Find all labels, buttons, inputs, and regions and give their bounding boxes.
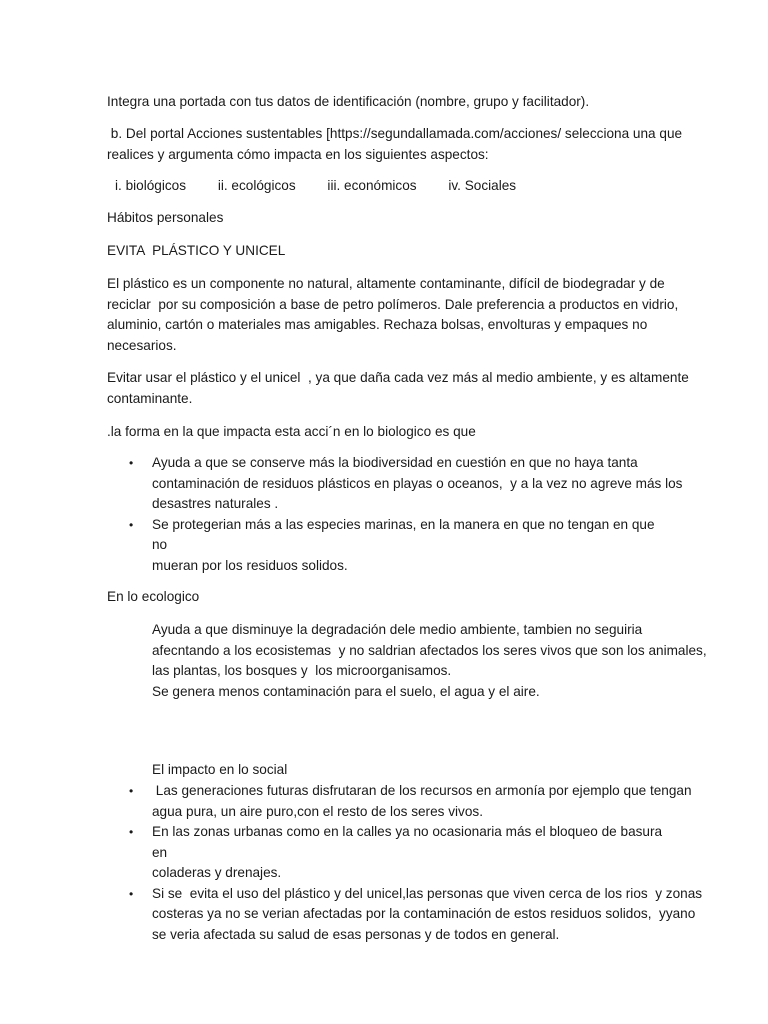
bio-bullet-list (0, 453, 768, 576)
aspect-item: iv. Sociales (448, 178, 517, 193)
aspects-list (107, 176, 627, 197)
paragraph-line: contaminante. (107, 390, 193, 406)
paragraph-line: Evitar usar el plástico y el unicel , ya que daña cada vez más al medio ambiente, y es altamente (107, 370, 689, 385)
social-bullet-list (0, 781, 768, 945)
list-item: • Ayuda a que se conserve más la biodiversidad en cuestión en que no haya tanta contaminación de residuos plásticos en playas o oceanos, y a la vez no agreve más los desastres naturales . (129, 455, 683, 511)
eco-heading: En lo ecologico (107, 589, 200, 604)
bullet-icon: • (129, 784, 134, 798)
habits-heading: Hábitos personales (107, 210, 224, 225)
list-item: • En las zonas urbanas como en la calles ya no ocasionaria más el bloqueo de basura en coladeras y drenajes. (129, 824, 663, 880)
list-item: • Si se evita el uso del plástico y del unicel,las personas que viven cerca de los rios y zonas costeras ya no se verian afectadas por la contaminación de estos residuos solidos, yyano se veria afectada su salud de esas personas y de todos en general. (129, 885, 703, 942)
social-heading: El impacto en lo social (152, 762, 288, 777)
bullet-icon: • (129, 886, 134, 901)
paragraph-line: El plástico es un componente no natural, altamente contaminante, difícil de biodegradar y de (107, 276, 665, 291)
bullet-icon: • (129, 825, 134, 839)
paragraph-avoid (107, 368, 707, 409)
bullet-icon: • (129, 517, 134, 532)
paragraph-line: reciclar por su composición a base de petro polímeros. Dale preferencia a productos en vidrio, (107, 296, 679, 312)
bio-intro: .la forma en la que impacta esta acci´n en lo biologico es que (107, 424, 476, 439)
aspect-item: ii. ecológicos (217, 178, 296, 193)
aspect-item: i. biológicos (115, 178, 187, 193)
list-item: • Las generaciones futuras disfrutaran de los recursos en armonía por ejemplo que tengan agua pura, un aire puro,con el resto de los seres vivos. (129, 783, 692, 819)
portal-line-1: b. Del portal Acciones sustentables [https://segundallamada.com/acciones/ selecciona una que (107, 126, 683, 141)
portal-instruction (107, 124, 707, 165)
aspect-item: iii. económicos (327, 178, 417, 193)
paragraph-line: necesarios. (107, 337, 177, 353)
paragraph-plastic (107, 274, 707, 356)
action-title: EVITA PLÁSTICO Y UNICEL (107, 243, 286, 258)
intro-text: Integra una portada con tus datos de identificación (nombre, grupo y facilitador). (107, 94, 590, 109)
portal-line-2: realices y argumenta cómo impacta en los siguientes aspectos: (107, 146, 489, 162)
eco-text: Ayuda a que disminuye la degradación dele medio ambiente, tambien no seguiria afecntando a los ecosistemas y no saldrian afectados los seres vivos que son los animales, las plantas, los bosques y los microorganisamos. Se genera menos contaminación para el suelo, el agua y el aire. (152, 622, 707, 699)
list-item: • Se protegerian más a las especies marinas, en la manera en que no tengan en que no mueran por los residuos solidos. (129, 516, 655, 573)
paragraph-line: aluminio, cartón o materiales mas amigables. Rechaza bolsas, envolturas y empaques no (107, 317, 648, 332)
bullet-icon: • (129, 456, 134, 470)
